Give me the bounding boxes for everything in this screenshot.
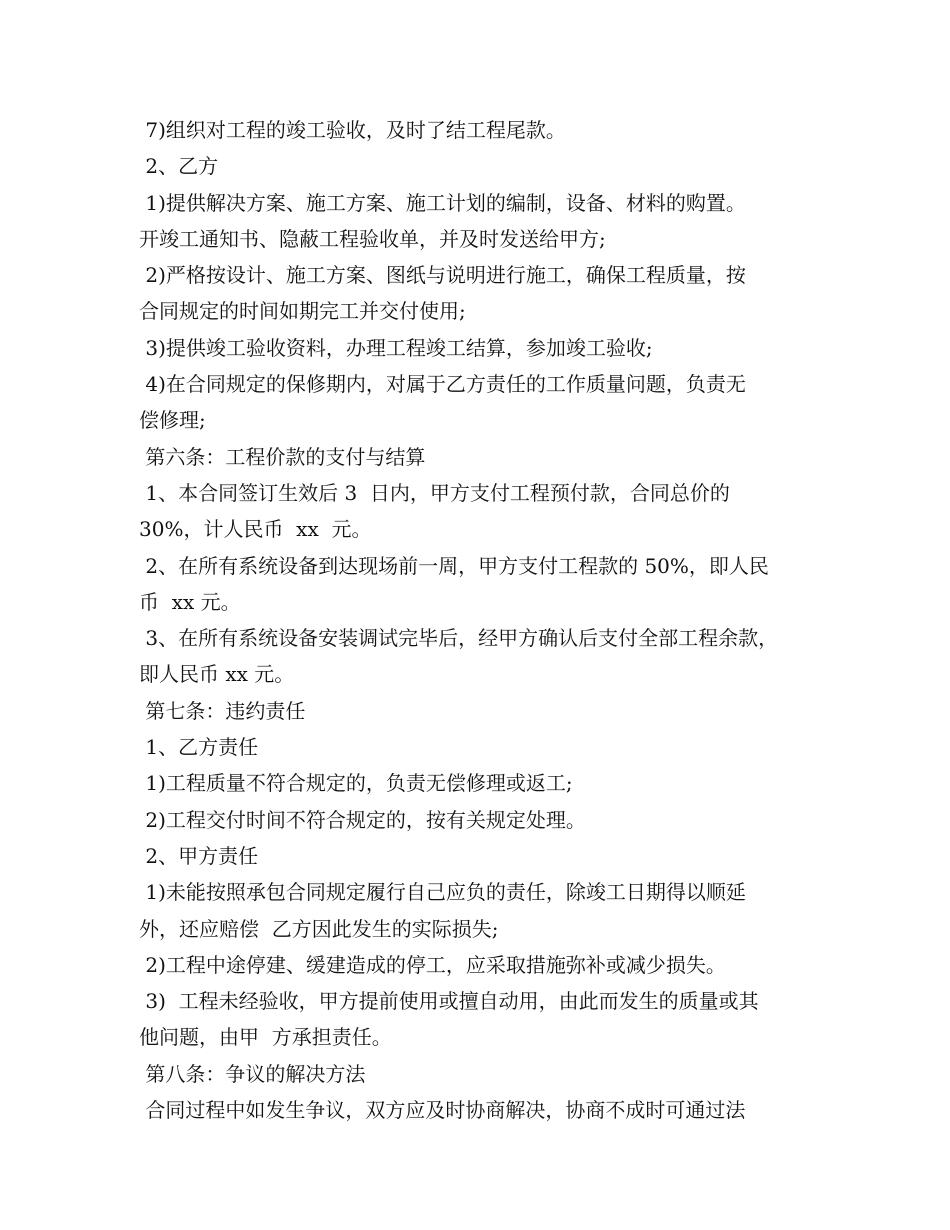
text-line: 2)工程交付时间不符合规定的，按有关规定处理。	[139, 807, 586, 832]
section-heading: 第八条：争议的解决方法	[139, 1061, 366, 1086]
section-heading: 第七条：违约责任	[139, 698, 306, 723]
text-line: 合同过程中如发生争议，双方应及时协商解决，协商不成时可通过法	[139, 1098, 746, 1123]
text-line: 3) 工程未经验收，甲方提前使用或擅自动用，由此而发生的质量或其	[139, 989, 759, 1014]
document-body	[139, 112, 829, 1128]
text-line: 3、在所有系统设备安装调试完毕后，经甲方确认后支付全部工程余款，	[139, 626, 779, 651]
text-line: 偿修理;	[139, 408, 206, 433]
text-line: 合同规定的时间如期完工并交付使用;	[139, 299, 466, 324]
text-line: 2、乙方	[139, 154, 219, 179]
text-line: 1、乙方责任	[139, 735, 259, 760]
text-line: 2、甲方责任	[139, 843, 259, 868]
text-line: 币 xx 元。	[139, 589, 241, 614]
text-line: 3)提供竣工验收资料，办理工程竣工结算，参加竣工验收;	[139, 335, 653, 360]
text-line: 外，还应赔偿 乙方因此发生的实际损失;	[139, 916, 499, 941]
text-line: 2)工程中途停建、缓建造成的停工，应采取措施弥补或减少损失。	[139, 952, 726, 977]
text-line: 1、本合同签订生效后 3 日内，甲方支付工程预付款，合同总价的	[139, 480, 730, 505]
text-line: 即人民币 xx 元。	[139, 662, 295, 687]
text-line: 开竣工通知书、隐蔽工程验收单，并及时发送给甲方;	[139, 226, 606, 251]
text-line: 2)严格按设计、施工方案、图纸与说明进行施工，确保工程质量，按	[139, 263, 746, 288]
text-line: 4)在合同规定的保修期内，对属于乙方责任的工作质量问题，负责无	[139, 372, 746, 397]
text-line: 1)提供解决方案、施工方案、施工计划的编制，设备、材料的购置。	[139, 190, 746, 215]
section-heading: 第六条：工程价款的支付与结算	[139, 444, 426, 469]
text-line: 30%，计人民币 xx 元。	[139, 517, 372, 542]
text-line: 1)未能按照承包合同规定履行自己应负的责任，除竣工日期得以顺延	[139, 880, 746, 905]
text-line: 7)组织对工程的竣工验收，及时了结工程尾款。	[139, 118, 566, 142]
text-line: 1)工程质量不符合规定的，负责无偿修理或返工;	[139, 771, 573, 796]
text-line: 2、在所有系统设备到达现场前一周，甲方支付工程款的 50%，即人民	[139, 553, 769, 578]
text-line: 他问题，由甲 方承担责任。	[139, 1025, 392, 1050]
